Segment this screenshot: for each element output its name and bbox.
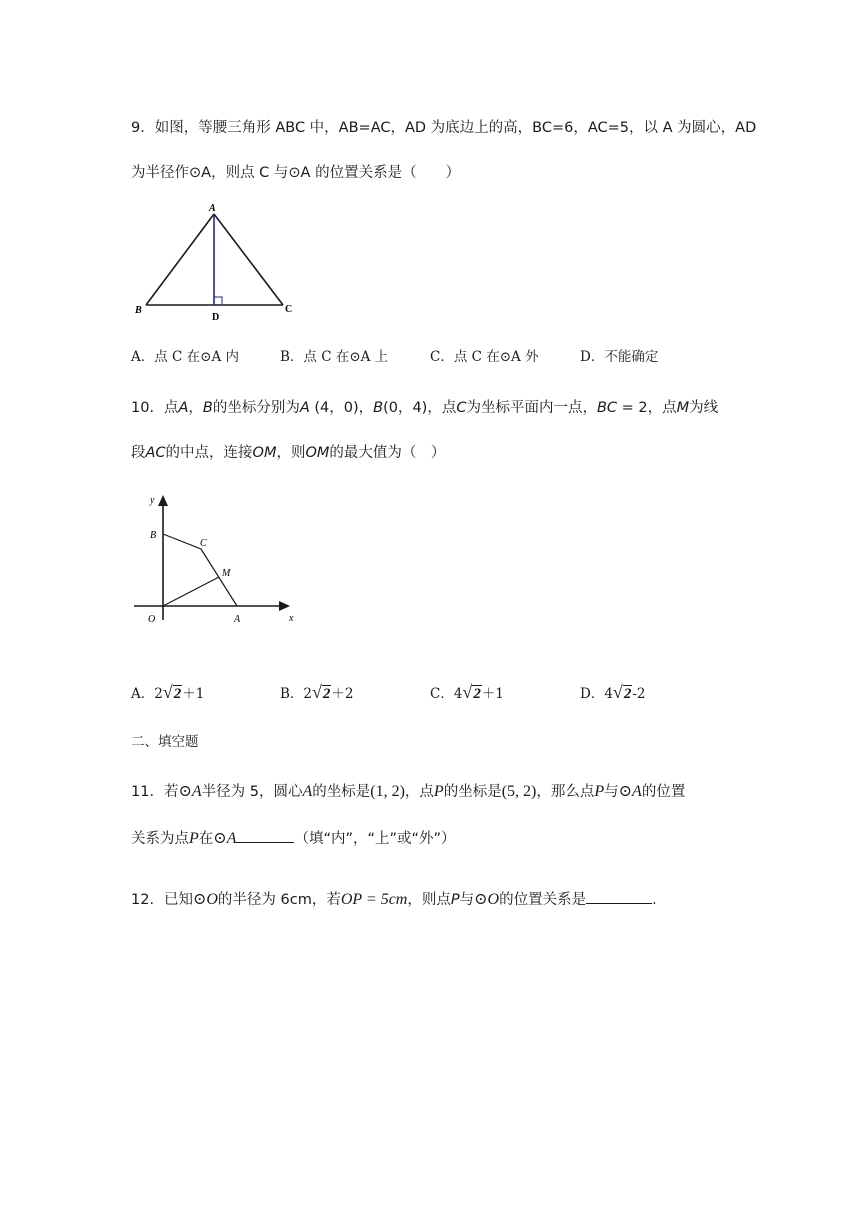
text: ，则点: [407, 892, 451, 908]
q9-stem-line2: 为半径作⊙A，则点 C 与⊙A 的位置关系是（ ）: [131, 165, 461, 181]
text: ，则: [276, 445, 306, 461]
text: ，那么点: [536, 784, 595, 800]
text: 的坐标是: [443, 784, 502, 800]
text: 为坐标平面内一点，: [466, 400, 597, 416]
coord-p: (5, 2): [501, 783, 537, 800]
text: 在: [198, 831, 214, 847]
text: C．4: [430, 686, 463, 702]
q10-stem-line2: [131, 443, 445, 463]
text: ＋1: [182, 686, 205, 702]
q12-stem: [131, 889, 667, 910]
q9-side-ac: [214, 214, 283, 305]
var-p: P: [189, 830, 199, 847]
label-o: O: [148, 614, 156, 625]
q9-label-a: A: [209, 203, 216, 214]
q9-label-c: C: [285, 304, 293, 315]
var-p: P: [594, 783, 605, 800]
answer-blank[interactable]: [586, 889, 652, 904]
q10-option-d: [580, 682, 645, 704]
text: 与: [604, 784, 619, 800]
circle-a: ⊙A: [213, 830, 237, 847]
text: 半径为 5，圆心: [201, 784, 303, 800]
text: D．4: [580, 686, 613, 702]
text: ＋2: [331, 686, 354, 702]
x-axis-arrow: [279, 601, 290, 611]
circle-a: ⊙A: [618, 783, 642, 800]
q9-triangle-figure: [130, 198, 300, 323]
sqrt-symbol: √2: [312, 682, 331, 702]
q10-option-b: [280, 682, 354, 704]
text: 的中点，连接: [165, 445, 253, 461]
var-a: A: [178, 400, 189, 416]
text: ，点: [404, 784, 434, 800]
coord-a: (1, 2): [370, 783, 405, 800]
var-a: A: [302, 783, 313, 800]
q9-option-d: D．不能确定: [580, 349, 659, 365]
text: ．: [652, 892, 667, 908]
q10-coordinate-figure: [130, 488, 310, 628]
text: B．2: [280, 686, 313, 702]
label-x: x: [289, 613, 294, 624]
text: 的坐标是: [312, 784, 371, 800]
text: A．2: [131, 686, 163, 702]
answer-blank[interactable]: [236, 828, 294, 843]
y-axis-arrow: [158, 495, 168, 506]
text: 为线: [689, 400, 719, 416]
var-bc: BC: [596, 400, 618, 416]
q9-option-a: A．点 C 在⊙A 内: [131, 349, 240, 365]
sqrt-symbol: √2: [462, 682, 481, 702]
circle-o: ⊙O: [474, 891, 500, 908]
text: （填“内”，“上”或“外”）: [294, 831, 456, 847]
radicand: 2: [322, 686, 331, 702]
q9-stem-line1: 9．如图，等腰三角形 ABC 中，AB=AC，AD 为底边上的高，BC=6，AC=5，以 A 为圆心，AD: [131, 120, 757, 136]
text: 与: [459, 892, 475, 908]
q9-label-d: D: [212, 312, 220, 323]
segment-om: [163, 577, 219, 606]
sqrt-symbol: √2: [612, 682, 632, 702]
text: 11．若: [131, 784, 179, 800]
label-y: y: [150, 495, 155, 506]
var-ac: AC: [145, 445, 166, 461]
text: 的位置: [641, 784, 686, 800]
text: ＋1: [481, 686, 504, 702]
op-equation: OP = 5cm: [340, 891, 408, 908]
var-c: C: [456, 400, 467, 416]
var-b: B: [202, 400, 213, 416]
label-m: M: [222, 568, 231, 579]
var-m: M: [676, 400, 690, 416]
text: (4，0)，: [309, 400, 374, 416]
text: 12．已知: [131, 892, 193, 908]
text: 的最大值为（ ）: [329, 445, 446, 461]
q10-option-c: [430, 682, 504, 704]
q9-label-b: B: [135, 305, 142, 316]
label-c: C: [200, 538, 207, 549]
text: -2: [632, 686, 646, 702]
text: 的半径为 6cm，若: [217, 892, 341, 908]
var-b: B: [373, 400, 384, 416]
q11-stem-line1: [131, 782, 685, 802]
section-heading-fill-in: 二、填空题: [131, 734, 199, 750]
q9-right-angle-mark: [214, 297, 222, 305]
text: 的位置关系是: [499, 892, 587, 908]
var-om: OM: [305, 445, 330, 461]
q9-side-ab: [146, 214, 214, 305]
text: 关系为点: [131, 831, 189, 847]
text: 段: [131, 445, 146, 461]
var-om: OM: [252, 445, 277, 461]
text: ，: [188, 400, 203, 416]
radicand: 2: [473, 686, 481, 702]
q10-option-a: [131, 682, 204, 704]
sqrt-symbol: √2: [162, 682, 182, 702]
q11-stem-line2: [131, 828, 456, 849]
var-p: P: [433, 783, 444, 800]
q9-option-c: C．点 C 在⊙A 外: [430, 349, 539, 365]
label-b: B: [150, 530, 157, 541]
circle-a: ⊙A: [178, 783, 202, 800]
circle-o: ⊙O: [192, 891, 218, 908]
radicand: 2: [623, 686, 632, 702]
var-p: P: [450, 892, 460, 908]
radicand: 2: [173, 686, 182, 702]
text: 10．点: [131, 400, 179, 416]
text: = 2，点: [617, 400, 677, 416]
label-a: A: [234, 614, 241, 625]
q9-option-b: B．点 C 在⊙A 上: [280, 349, 389, 365]
var-a: A: [299, 400, 310, 416]
q10-stem-line1: [131, 398, 718, 418]
text: (0，4)，点: [383, 400, 457, 416]
text: 的坐标分别为: [212, 400, 300, 416]
